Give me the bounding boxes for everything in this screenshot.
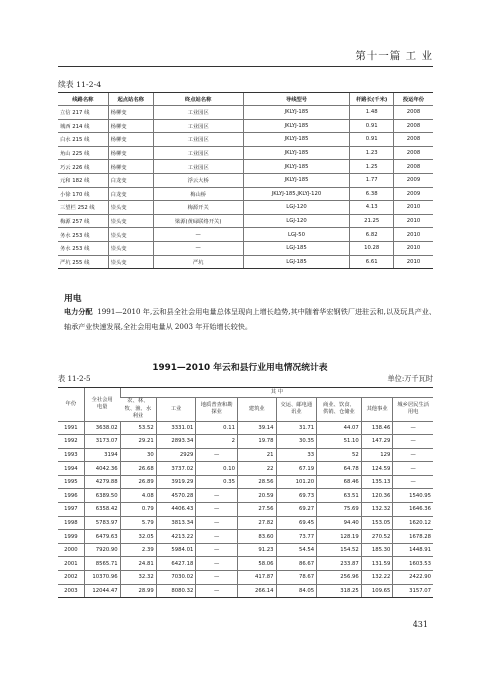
header-cell-year: 年份 xyxy=(58,388,84,422)
table-cell: 严坑 255 线 xyxy=(58,255,108,269)
table-row xyxy=(58,462,433,476)
table-cell: 32.32 xyxy=(120,571,156,585)
header-group-label: 其 中 xyxy=(120,388,433,398)
table-cell: 4279.88 xyxy=(84,475,120,489)
table-cell: JKLYJ-185 xyxy=(243,173,350,187)
table-row xyxy=(58,530,433,544)
table-header-row xyxy=(58,93,433,106)
table-cell: 20.59 xyxy=(237,489,276,503)
table-cell: 2010 xyxy=(393,228,433,242)
table-cell: 44.07 xyxy=(317,421,362,435)
running-head: 第十一篇 工 业 xyxy=(355,50,433,62)
table-cell: JKLYJ-185 xyxy=(243,119,350,133)
table-cell: 1620.12 xyxy=(393,516,433,530)
subheader-label: 其他事业 xyxy=(366,405,388,412)
header-total-label: 全社会用电量 xyxy=(91,396,113,411)
table-cell: 28.99 xyxy=(120,584,156,598)
table-cell: 白龙变 xyxy=(108,187,153,201)
paragraph xyxy=(64,304,436,334)
subheader-cell xyxy=(317,398,362,422)
table-cell: 28.56 xyxy=(237,475,276,489)
table-cell: 1997 xyxy=(58,503,84,517)
table-cell: 崇头变 xyxy=(108,201,153,215)
table-cell: 24.81 xyxy=(120,557,156,571)
table-cell: LGJ-185 xyxy=(243,241,350,255)
table-cell: JKLYJ-185 xyxy=(243,106,350,120)
table-cell: 131.59 xyxy=(361,557,393,571)
table-cell: — xyxy=(196,448,238,462)
table-cell: LGJ-185 xyxy=(243,255,350,269)
table-cell: 4.08 xyxy=(120,489,156,503)
table-cell: 务水 253 线 xyxy=(58,241,108,255)
table-cell: 132.32 xyxy=(361,503,393,517)
page-number: 431 xyxy=(412,620,428,629)
table-row xyxy=(58,571,433,585)
table-cell: 3173.07 xyxy=(84,435,120,449)
table-cell: LGJ-120 xyxy=(243,201,350,215)
subheader-cell xyxy=(237,398,276,422)
table-row xyxy=(58,214,433,228)
table-cell: 1.48 xyxy=(350,106,393,120)
table-cell: 浮云大桥 xyxy=(153,173,243,187)
table-cell: 工业园区 xyxy=(153,106,243,120)
table-cell: 58.06 xyxy=(237,557,276,571)
table-row xyxy=(58,584,433,598)
table-cell: 31.71 xyxy=(276,421,317,435)
subheader-cell xyxy=(276,398,317,422)
table-row xyxy=(58,228,433,242)
table-cell: 0.35 xyxy=(196,475,238,489)
table-row xyxy=(58,241,433,255)
table-cell: 32.05 xyxy=(120,530,156,544)
header-cell-total xyxy=(84,388,120,422)
table-cell: 1.25 xyxy=(350,160,393,174)
table-cell: 19.78 xyxy=(237,435,276,449)
table-cell: 2010 xyxy=(393,201,433,215)
table-cell: JKLYJ-185 xyxy=(243,160,350,174)
table-cell: 69.45 xyxy=(276,516,317,530)
table-cell: — xyxy=(153,241,243,255)
table-cell: 52 xyxy=(317,448,362,462)
table-cell: 6.38 xyxy=(350,187,393,201)
table-cell: 2422.90 xyxy=(393,571,433,585)
table-cell: 1540.95 xyxy=(393,489,433,503)
table-cell: 1994 xyxy=(58,462,84,476)
table-cell: 3737.02 xyxy=(156,462,196,476)
subheader-label: 城乡居民生活用电 xyxy=(397,401,430,416)
table-row xyxy=(58,146,433,160)
table-cell: 21.25 xyxy=(350,214,393,228)
subheader-label: 工业 xyxy=(170,405,182,412)
table-row xyxy=(58,489,433,503)
table-cell: 1992 xyxy=(58,435,84,449)
table-cell: 69.73 xyxy=(276,489,317,503)
table-cell: 83.60 xyxy=(237,530,276,544)
table-cell: LGJ-50 xyxy=(243,228,350,242)
subheader-label: 商业、饮食、供销、仓储业 xyxy=(323,401,355,416)
table-cell: 2 xyxy=(196,435,238,449)
table-cell: 2010 xyxy=(393,214,433,228)
table-cell: 2003 xyxy=(58,584,84,598)
table-cell: 务水 253 线 xyxy=(58,228,108,242)
section-title: 用电 xyxy=(64,294,82,304)
table-cell: JKLYJ-185 xyxy=(243,146,350,160)
header-cell: 投运年份 xyxy=(393,93,433,106)
table-cell: 67.19 xyxy=(276,462,317,476)
table-cell: 3194 xyxy=(84,448,120,462)
table-cell: 6358.42 xyxy=(84,503,120,517)
table-cell: 巧云 226 线 xyxy=(58,160,108,174)
table-cell: 26.89 xyxy=(120,475,156,489)
table-cell: 1.23 xyxy=(350,146,393,160)
table-cell: 2008 xyxy=(393,119,433,133)
table-cell: 8565.71 xyxy=(84,557,120,571)
table-row xyxy=(58,201,433,215)
table-cell: 26.68 xyxy=(120,462,156,476)
table-cell: 2008 xyxy=(393,106,433,120)
table-cell: — xyxy=(393,435,433,449)
table-cell: 417.87 xyxy=(237,571,276,585)
table-cell: 2010 xyxy=(393,255,433,269)
table-cell: 256.96 xyxy=(317,571,362,585)
table-cell: 53.52 xyxy=(120,421,156,435)
table-cell: 杨柳变 xyxy=(108,106,153,120)
table-cell: 5.79 xyxy=(120,516,156,530)
table-cell: 1448.91 xyxy=(393,543,433,557)
table-cell: 266.14 xyxy=(237,584,276,598)
table-cell: — xyxy=(196,503,238,517)
table-cell: 10.28 xyxy=(350,241,393,255)
table-cell: 27.56 xyxy=(237,503,276,517)
table-cell: 39.14 xyxy=(237,421,276,435)
power-line-table xyxy=(58,92,433,269)
table-cell: 5783.97 xyxy=(84,516,120,530)
table-cell: 元和 182 线 xyxy=(58,173,108,187)
table-cell: 1991 xyxy=(58,421,84,435)
table-cell: 城西 214 线 xyxy=(58,119,108,133)
table-row xyxy=(58,160,433,174)
table-cell: LGJ-120 xyxy=(243,214,350,228)
subheader-label: 交运、邮电通讯业 xyxy=(280,401,313,416)
subheader-cell xyxy=(361,398,393,422)
table-cell: 10370.96 xyxy=(84,571,120,585)
table-cell: 工业园区 xyxy=(153,133,243,147)
table-cell: 小徐 170 线 xyxy=(58,187,108,201)
subheader-cell xyxy=(156,398,196,422)
subheader-label: 建筑业 xyxy=(248,405,265,412)
table-cell: — xyxy=(153,228,243,242)
header-rule xyxy=(58,66,433,67)
table-cell: 梅源 257 线 xyxy=(58,214,108,228)
table-cell: 7920.90 xyxy=(84,543,120,557)
table-row xyxy=(58,435,433,449)
header-cell: 线路名称 xyxy=(58,93,108,106)
table-cell: 30 xyxy=(120,448,156,462)
table-cell: 2929 xyxy=(156,448,196,462)
table-cell: — xyxy=(393,448,433,462)
table-cell: 6.61 xyxy=(350,255,393,269)
table-cell: 29.21 xyxy=(120,435,156,449)
table-cell: 5984.01 xyxy=(156,543,196,557)
table-cell: 白水 215 线 xyxy=(58,133,108,147)
table-cell: 120.36 xyxy=(361,489,393,503)
table-cell: 角山 225 线 xyxy=(58,146,108,160)
table-row xyxy=(58,119,433,133)
table-cell: 2010 xyxy=(393,241,433,255)
table-cell: 124.59 xyxy=(361,462,393,476)
table-cell: 工业园区 xyxy=(153,160,243,174)
table-cell: 318.25 xyxy=(317,584,362,598)
table-cell: 3919.29 xyxy=(156,475,196,489)
table-header-row xyxy=(58,388,433,398)
table-cell: — xyxy=(196,571,238,585)
table-cell: 153.05 xyxy=(361,516,393,530)
table-row xyxy=(58,448,433,462)
table-cell: 101.20 xyxy=(276,475,317,489)
table-cell: JKLYJ-185 xyxy=(243,133,350,147)
table1-caption: 续表 11-2-4 xyxy=(58,80,102,89)
table-cell: 128.19 xyxy=(317,530,362,544)
table-cell: 135.13 xyxy=(361,475,393,489)
table-cell: 立信 217 线 xyxy=(58,106,108,120)
table-cell: 2.39 xyxy=(120,543,156,557)
table-cell: 2008 xyxy=(393,133,433,147)
table-cell: 2000 xyxy=(58,543,84,557)
header-cell: 杆路长(千米) xyxy=(350,93,393,106)
table-cell: 8080.32 xyxy=(156,584,196,598)
table-cell: 78.67 xyxy=(276,571,317,585)
table-cell: 147.29 xyxy=(361,435,393,449)
table-cell: 2002 xyxy=(58,571,84,585)
table-cell: 6389.50 xyxy=(84,489,120,503)
table-cell: 270.52 xyxy=(361,530,393,544)
header-cell: 起点站名称 xyxy=(108,93,153,106)
table-cell: — xyxy=(196,530,238,544)
table-cell: 22 xyxy=(237,462,276,476)
table-cell: 27.82 xyxy=(237,516,276,530)
table-row xyxy=(58,133,433,147)
table-cell: 185.30 xyxy=(361,543,393,557)
electricity-usage-table xyxy=(58,387,433,598)
table-cell: 3331.01 xyxy=(156,421,196,435)
table-cell: 工业园区 xyxy=(153,119,243,133)
table-cell: 63.51 xyxy=(317,489,362,503)
table-row xyxy=(58,187,433,201)
table-cell: 4570.28 xyxy=(156,489,196,503)
table-cell: 2893.34 xyxy=(156,435,196,449)
table-cell: 68.46 xyxy=(317,475,362,489)
table-cell: 6.82 xyxy=(350,228,393,242)
table-cell: 6427.18 xyxy=(156,557,196,571)
table-cell: 1996 xyxy=(58,489,84,503)
table-cell: 杨柳变 xyxy=(108,146,153,160)
table-cell: 7030.02 xyxy=(156,571,196,585)
table-cell: 0.91 xyxy=(350,133,393,147)
table2-title: 1991—2010 年云和县行业用电情况统计表 xyxy=(152,363,328,373)
table-cell: 233.87 xyxy=(317,557,362,571)
table-cell: — xyxy=(196,557,238,571)
header-cell: 终点站名称 xyxy=(153,93,243,106)
table-cell: 2001 xyxy=(58,557,84,571)
table-cell: 0.91 xyxy=(350,119,393,133)
table-cell: 3638.02 xyxy=(84,421,120,435)
table-row xyxy=(58,475,433,489)
table-row xyxy=(58,173,433,187)
table-cell: 132.22 xyxy=(361,571,393,585)
header-cell: 导线型号 xyxy=(243,93,350,106)
table-cell: 3813.34 xyxy=(156,516,196,530)
paragraph-lead: 电力分配 xyxy=(64,307,93,316)
table2-unit: 单位:万千瓦时 xyxy=(387,374,433,383)
table-row xyxy=(58,557,433,571)
table-cell: — xyxy=(196,543,238,557)
table-cell: 73.77 xyxy=(276,530,317,544)
subheader-label: 农、林、牧、渔、水利业 xyxy=(124,398,152,419)
subheader-cell xyxy=(120,398,156,422)
table-cell: 杨柳变 xyxy=(108,160,153,174)
table-cell: 1999 xyxy=(58,530,84,544)
table-cell: 4042.36 xyxy=(84,462,120,476)
table-cell: 白龙变 xyxy=(108,173,153,187)
table-cell: 1678.28 xyxy=(393,530,433,544)
table-cell: 94.40 xyxy=(317,516,362,530)
table-cell: 129 xyxy=(361,448,393,462)
table-row xyxy=(58,543,433,557)
table-cell: 54.54 xyxy=(276,543,317,557)
table-cell: 2008 xyxy=(393,146,433,160)
table-cell: 33 xyxy=(276,448,317,462)
table2-caption: 表 11-2-5 xyxy=(58,374,91,383)
table-cell: 21 xyxy=(237,448,276,462)
table-cell: 1646.36 xyxy=(393,503,433,517)
table-row xyxy=(58,503,433,517)
table-cell: 75.69 xyxy=(317,503,362,517)
table-cell: 梁源(黄碌联络开关) xyxy=(153,214,243,228)
subheader-cell xyxy=(393,398,433,422)
subheader-label: 地质普查和勘探业 xyxy=(200,401,233,416)
table-cell: 1995 xyxy=(58,475,84,489)
table-row xyxy=(58,255,433,269)
table-cell: 杨柳变 xyxy=(108,119,153,133)
table-cell: 109.65 xyxy=(361,584,393,598)
table-cell: 4.13 xyxy=(350,201,393,215)
table-cell: — xyxy=(393,462,433,476)
table-cell: — xyxy=(393,475,433,489)
table-cell: 杨柳变 xyxy=(108,133,153,147)
table-cell: 梅源开关 xyxy=(153,201,243,215)
table-cell: 69.27 xyxy=(276,503,317,517)
table-cell: 138.46 xyxy=(361,421,393,435)
table-cell: 崇头变 xyxy=(108,214,153,228)
table-cell: 1.77 xyxy=(350,173,393,187)
subheader-cell xyxy=(196,398,238,422)
table-cell: 86.67 xyxy=(276,557,317,571)
table-cell: 4406.43 xyxy=(156,503,196,517)
table-cell: 154.52 xyxy=(317,543,362,557)
table-cell: 1998 xyxy=(58,516,84,530)
table-cell: 崇头变 xyxy=(108,228,153,242)
table-cell: 梅山桥 xyxy=(153,187,243,201)
table-cell: 严坑 xyxy=(153,255,243,269)
table-cell: JKLYJ-185,JKLYJ-120 xyxy=(243,187,350,201)
table-cell: 4213.22 xyxy=(156,530,196,544)
table-cell: 崇头变 xyxy=(108,241,153,255)
table-cell: 崇头变 xyxy=(108,255,153,269)
table-cell: 91.23 xyxy=(237,543,276,557)
table-cell: 0.10 xyxy=(196,462,238,476)
table-cell: 1993 xyxy=(58,448,84,462)
table-cell: 2009 xyxy=(393,173,433,187)
table-cell: 0.11 xyxy=(196,421,238,435)
table-cell: — xyxy=(196,516,238,530)
table-cell: 51.10 xyxy=(317,435,362,449)
table-cell: 2009 xyxy=(393,187,433,201)
table-cell: 12044.47 xyxy=(84,584,120,598)
table-cell: 工业园区 xyxy=(153,146,243,160)
table-cell: 84.05 xyxy=(276,584,317,598)
table-cell: 三望栏 252 线 xyxy=(58,201,108,215)
table-cell: 2008 xyxy=(393,160,433,174)
table-cell: 64.78 xyxy=(317,462,362,476)
table-cell: 6479.63 xyxy=(84,530,120,544)
table-row xyxy=(58,516,433,530)
table-row xyxy=(58,106,433,120)
table-cell: 3157.07 xyxy=(393,584,433,598)
table-row xyxy=(58,421,433,435)
table-cell: 1603.53 xyxy=(393,557,433,571)
table-cell: — xyxy=(393,421,433,435)
table-cell: 0.79 xyxy=(120,503,156,517)
table-cell: — xyxy=(196,584,238,598)
paragraph-text: 1991—2010 年,云和县全社会用电量总体呈现向上增长趋势,其中随着华宏钢铁厂进驻云和,以及玩具产业、轴承产业快速发展,全社会用电量从 2003 年开始增长较快。 xyxy=(64,307,437,331)
table-cell: 30.35 xyxy=(276,435,317,449)
table-cell: — xyxy=(196,489,238,503)
